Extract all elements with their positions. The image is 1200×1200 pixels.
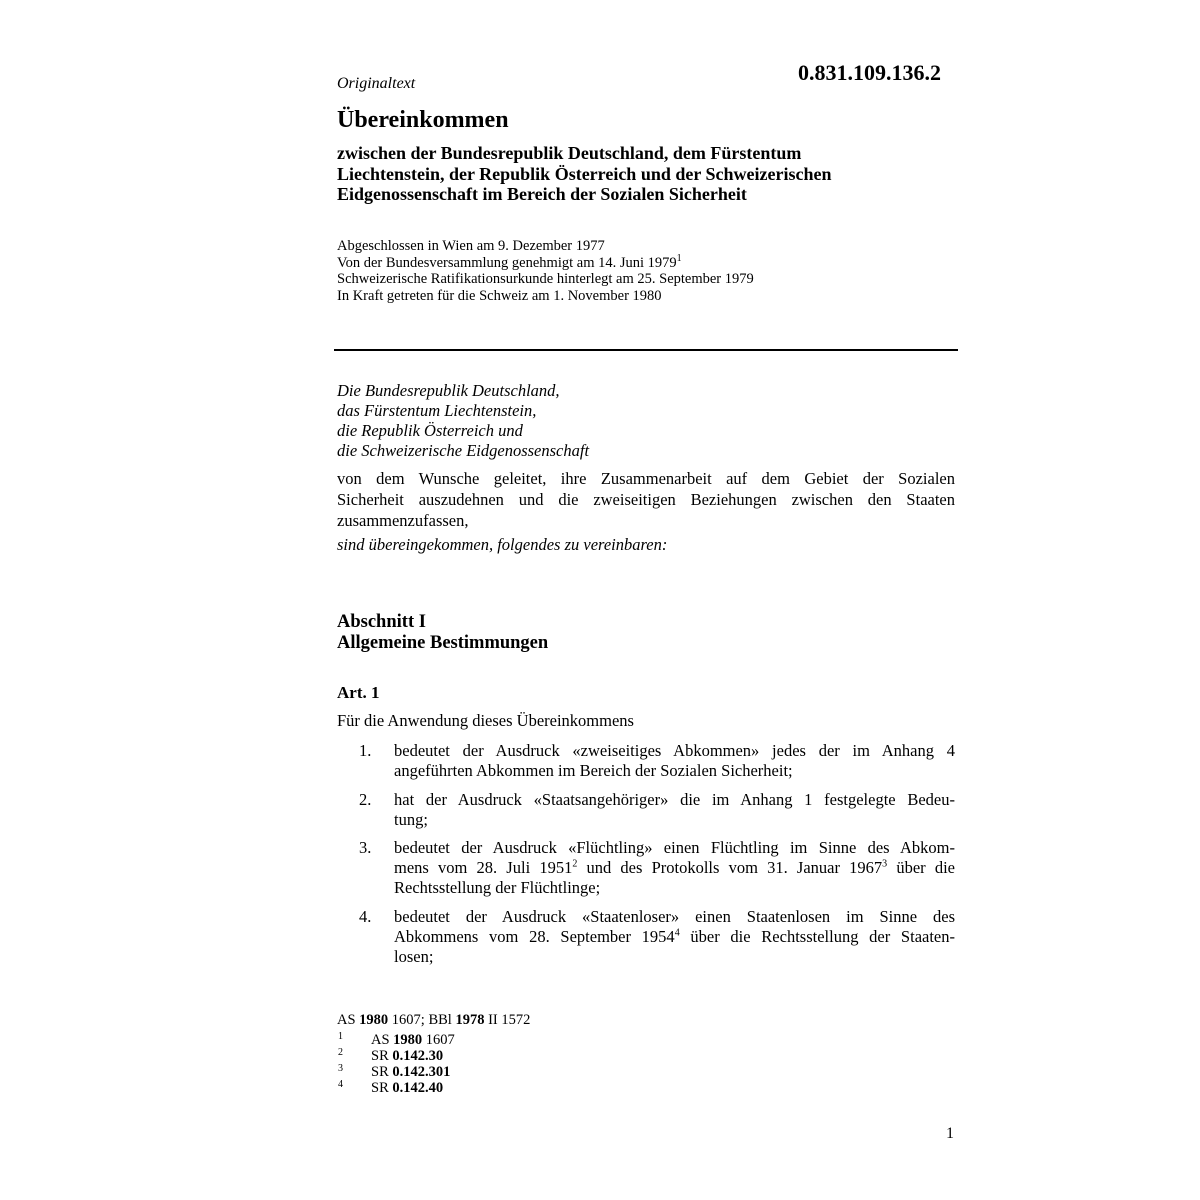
list-item-number: 2. (359, 790, 372, 809)
subtitle-line: Eidgenossenschaft im Bereich der Sozialen Sicherheit (337, 184, 747, 204)
footnote-text: SR (371, 1080, 393, 1096)
footnote-ref: 1 (676, 252, 682, 264)
list-item (394, 741, 955, 781)
list-item (394, 790, 955, 830)
dates-block (337, 238, 754, 304)
publication-reference (337, 1012, 530, 1029)
originaltext-label: Originaltext (337, 75, 416, 92)
list-item-line: bedeutet der Ausdruck «zweiseitiges Abkommen» jedes der im Anhang 4 (394, 741, 955, 760)
ref-bold: 1978 (455, 1012, 485, 1028)
document-title: Übereinkommen (337, 107, 509, 133)
section-title: Allgemeine Bestimmungen (337, 633, 549, 653)
footnote-bold: 0.142.30 (392, 1048, 444, 1064)
document-subtitle (337, 143, 957, 205)
footnote-bold: 0.142.301 (392, 1064, 451, 1080)
list-item-line: losen; (394, 947, 434, 966)
list-item-text: mens vom 28. Juli 1951 (394, 858, 573, 877)
list-item-line: bedeutet der Ausdruck «Flüchtling» einen Flüchtling im Sinne des Abkom- (394, 838, 955, 857)
date-approved-text: Von der Bundesversammlung genehmigt am 14. Juni 1979 (337, 254, 677, 271)
list-item-number: 1. (359, 741, 372, 760)
list-item-text: und des Protokolls vom 31. Januar 1967 (577, 858, 883, 877)
list-item-number: 4. (359, 907, 372, 926)
subtitle-line: zwischen der Bundesrepublik Deutschland, dem Fürstentum (337, 143, 802, 163)
date-concluded: Abgeschlossen in Wien am 9. Dezember 1977 (337, 238, 605, 254)
list-item-text: Abkommens vom 28. September 1954 (394, 927, 675, 946)
footnote (371, 1048, 443, 1065)
footnote-text: AS (371, 1032, 394, 1048)
footnote-text: SR (371, 1064, 393, 1080)
list-item-text: über die Rechtsstellung der Staaten- (679, 927, 955, 946)
paragraph-line: Sicherheit auszudehnen und die zweiseitigen Beziehungen zwischen den Staaten (337, 490, 955, 509)
list-item (394, 907, 955, 967)
paragraph-line: zusammenzufassen, (337, 511, 469, 530)
list-item-number: 3. (359, 838, 372, 857)
footnote (371, 1064, 450, 1081)
preamble-parties (337, 381, 589, 461)
list-item-line: bedeutet der Ausdruck «Staatenloser» einen Staatenlosen im Sinne des (394, 907, 955, 926)
sr-number: 0.831.109.136.2 (798, 60, 941, 85)
list-item-text: über die (887, 858, 955, 877)
ref-bold: 1980 (359, 1012, 389, 1028)
date-approved (337, 252, 754, 272)
footnote-number: 4 (338, 1079, 343, 1090)
list-item-line (394, 858, 955, 878)
footnote (371, 1080, 443, 1097)
section-heading (337, 612, 548, 654)
party-line: das Fürstentum Liechtenstein, (337, 401, 537, 420)
list-item-line: Rechtsstellung der Flüchtlinge; (394, 878, 601, 897)
footnote-bold: 0.142.40 (392, 1080, 444, 1096)
list-item-line: tung; (394, 810, 428, 829)
ref-text: AS (337, 1012, 360, 1028)
list-item-line (394, 927, 955, 947)
section-label: Abschnitt I (337, 612, 426, 632)
date-ratification: Schweizerische Ratifikationsurkunde hinterlegt am 25. September 1979 (337, 271, 754, 287)
footnote-number: 2 (338, 1047, 343, 1058)
footnote-number: 3 (338, 1063, 343, 1074)
footnote-ref: 4 (674, 927, 680, 939)
footnote-ref: 2 (572, 858, 578, 870)
footnote-number: 1 (338, 1031, 343, 1042)
party-line: die Republik Österreich und (337, 421, 523, 440)
party-line: die Schweizerische Eidgenossenschaft (337, 441, 590, 460)
list-item-line: hat der Ausdruck «Staatsangehöriger» die im Anhang 1 festgelegte Bedeu- (394, 790, 955, 809)
page-number: 1 (946, 1125, 954, 1142)
ref-text: 1607; BBl (388, 1012, 456, 1028)
date-in-force: In Kraft getreten für die Schweiz am 1. November 1980 (337, 287, 662, 304)
horizontal-rule (334, 349, 958, 351)
footnote-ref: 3 (882, 858, 888, 870)
footnote-bold: 1980 (393, 1032, 423, 1048)
preamble-paragraph (337, 468, 955, 531)
article-heading: Art. 1 (337, 683, 380, 702)
list-item (394, 838, 955, 898)
list-item-line: angeführten Abkommen im Bereich der Sozialen Sicherheit; (394, 761, 793, 780)
footnote-text: SR (371, 1048, 393, 1064)
footnote (371, 1032, 455, 1049)
preamble-agreed: sind übereingekommen, folgendes zu vereinbaren: (337, 535, 668, 554)
footnote-text: 1607 (422, 1032, 455, 1048)
paragraph-line: von dem Wunsche geleitet, ihre Zusammenarbeit auf dem Gebiet der Sozialen (337, 469, 955, 488)
ref-text: II 1572 (484, 1012, 531, 1028)
subtitle-line: Liechtenstein, der Republik Österreich und der Schweizerischen (337, 163, 832, 184)
party-line: Die Bundesrepublik Deutschland, (337, 381, 560, 400)
article-intro: Für die Anwendung dieses Übereinkommens (337, 711, 634, 730)
